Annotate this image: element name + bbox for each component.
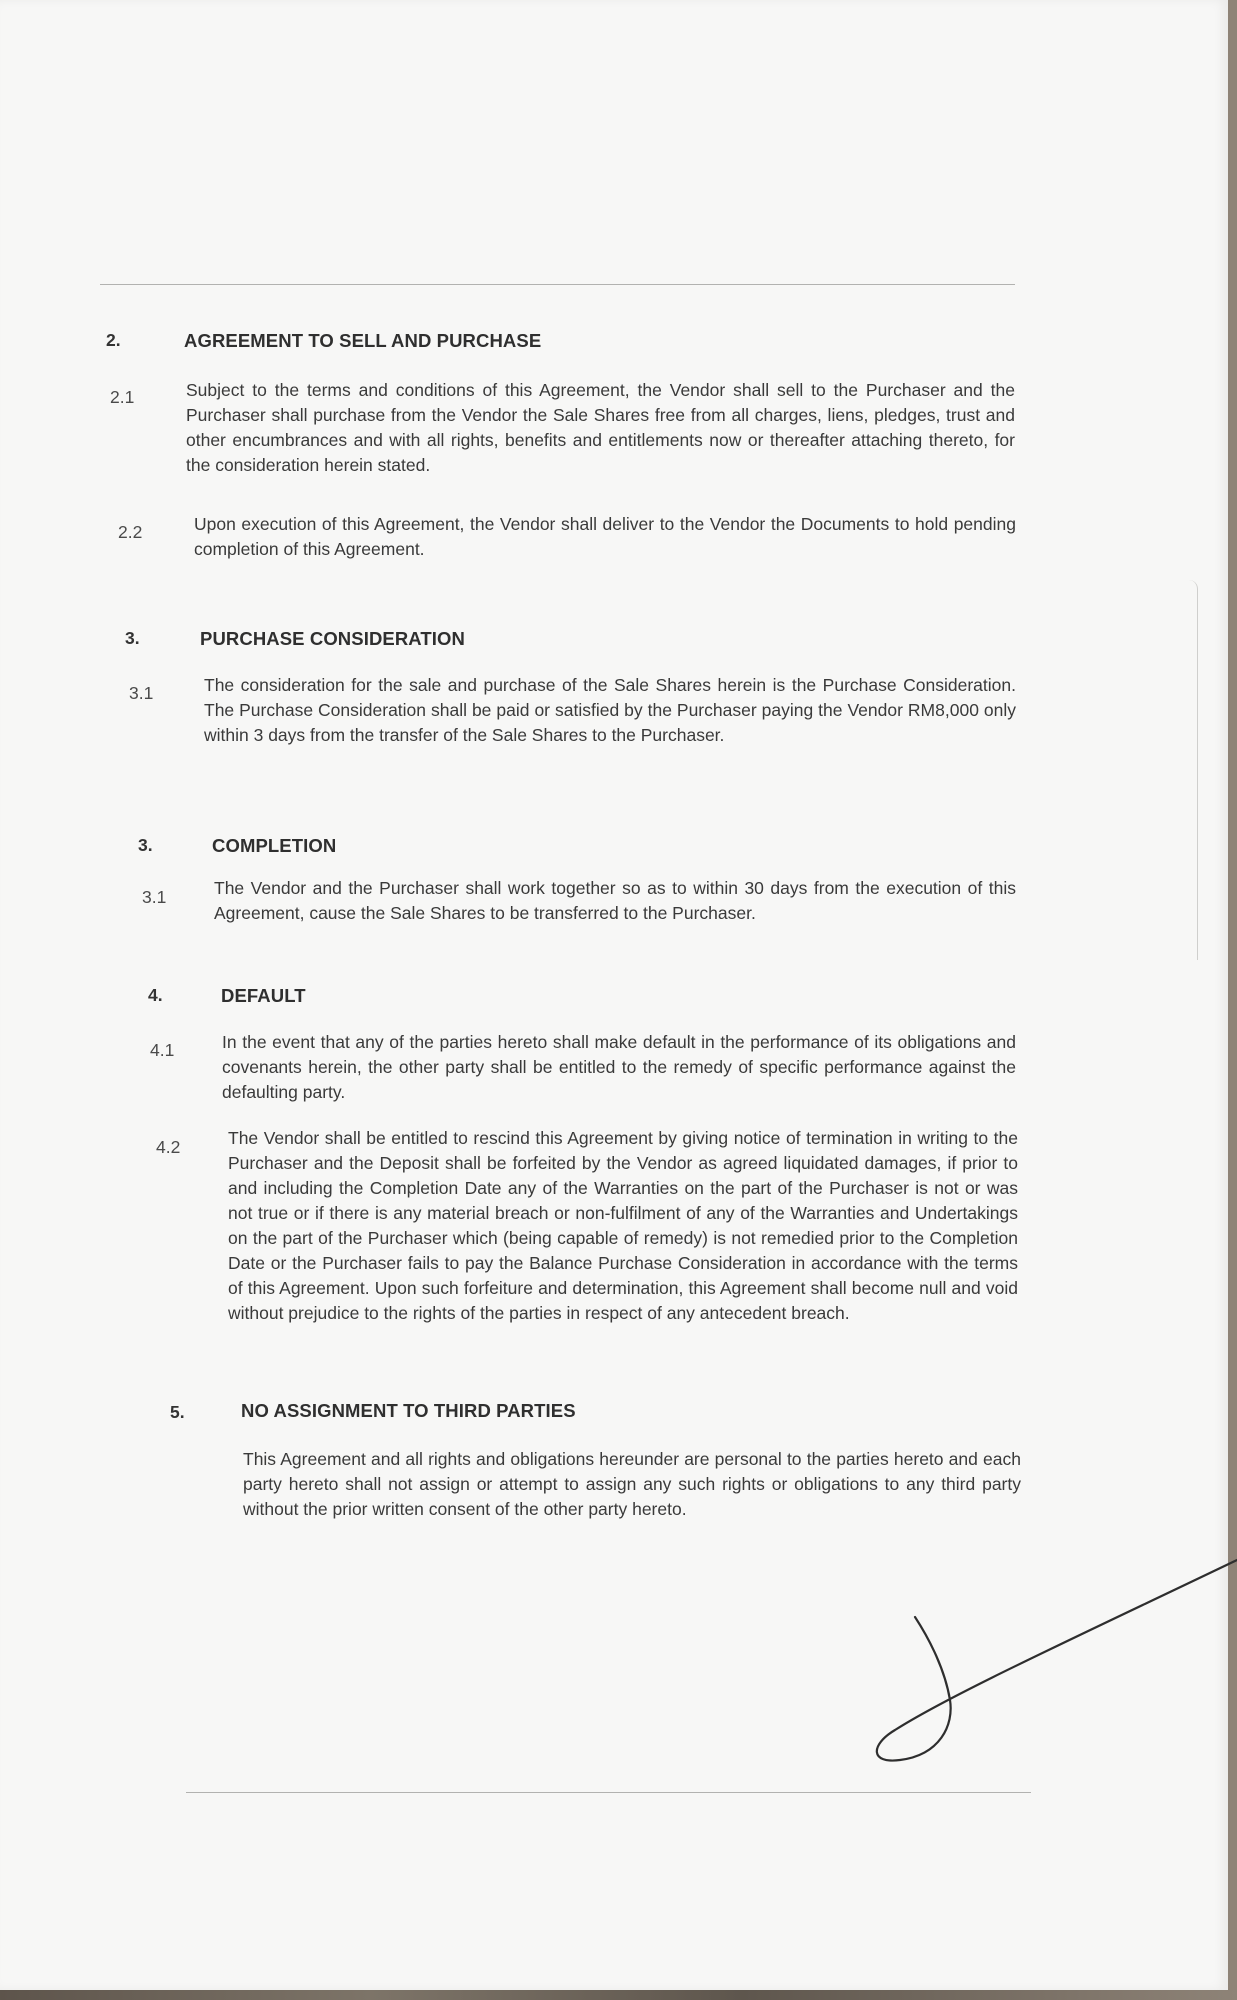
clause-text: In the event that any of the parties hereto shall make default in the performance of its obligations and covenants herein, the other party shall be entitled to the remedy of specific performance against the defaulting party. [222,1032,1016,1102]
section-heading: PURCHASE CONSIDERATION [200,628,465,649]
page-bottom-edge [0,1990,1237,2000]
section-number: 3. [125,628,140,648]
page-curl-edge [1189,580,1198,960]
section-number: 5. [170,1402,185,1422]
clause-number: 3.1 [142,887,167,907]
signature-mark [850,1550,1237,1780]
clause-text: The consideration for the sale and purchase of the Sale Shares herein is the Purchase Consideration. The Purchase Consideration shall be paid or satisfied by the Purchaser paying the Vendor RM8,000 only within 3 days from the transfer of the Sale Shares to the Purchaser. [204,675,1016,745]
bottom-divider [186,1792,1031,1793]
clause-text: Subject to the terms and conditions of this Agreement, the Vendor shall sell to the Purchaser and the Purchaser shall purchase from the Vendor the Sale Shares free from all charges, liens, pledges, trust and other encumbrances and with all rights, benefits and entitlements now or thereafter attaching thereto, for the consideration herein stated. [186,380,1015,475]
clause-number: 3.1 [129,683,154,703]
clause-number: 2.1 [110,387,135,407]
clause-number: 4.2 [156,1137,181,1157]
section-number: 3. [138,835,153,855]
clause-text: The Vendor and the Purchaser shall work together so as to within 30 days from the execution of this Agreement, cause the Sale Shares to be transferred to the Purchaser. [214,878,1016,923]
section-number: 2. [106,330,121,350]
clause-text: The Vendor shall be entitled to rescind this Agreement by giving notice of termination in writing to the Purchaser and the Deposit shall be forfeited by the Vendor as agreed liquidated damages, if prior to and including the Completion Date any of the Warranties on the part of the Purchaser is not or was not true or if there is any material breach or non-fulfilment of any of the Warranties and Undertakings on the part of the Purchaser which (being capable of remedy) is not remedied prior to the Completion Date or the Purchaser fails to pay the Balance Purchase Consideration in accordance with the terms of this Agreement. Upon such forfeiture and determination, this Agreement shall become null and void without prejudice to the rights of the parties in respect of any antecedent breach. [228,1128,1018,1323]
section-heading: AGREEMENT TO SELL AND PURCHASE [184,330,542,351]
section-heading: DEFAULT [221,985,306,1006]
section-number: 4. [148,985,163,1005]
clause-number: 2.2 [118,522,143,542]
section-heading: COMPLETION [212,835,337,856]
top-divider [100,284,1015,285]
clause-text: This Agreement and all rights and obligations hereunder are personal to the parties hereto and each party hereto shall not assign or attempt to assign any such rights or obligations to any third party without the prior written consent of the other party hereto. [243,1449,1021,1519]
section-heading: NO ASSIGNMENT TO THIRD PARTIES [241,1400,576,1421]
clause-text: Upon execution of this Agreement, the Vendor shall deliver to the Vendor the Documents to hold pending completion of this Agreement. [194,514,1016,559]
clause-number: 4.1 [150,1040,175,1060]
